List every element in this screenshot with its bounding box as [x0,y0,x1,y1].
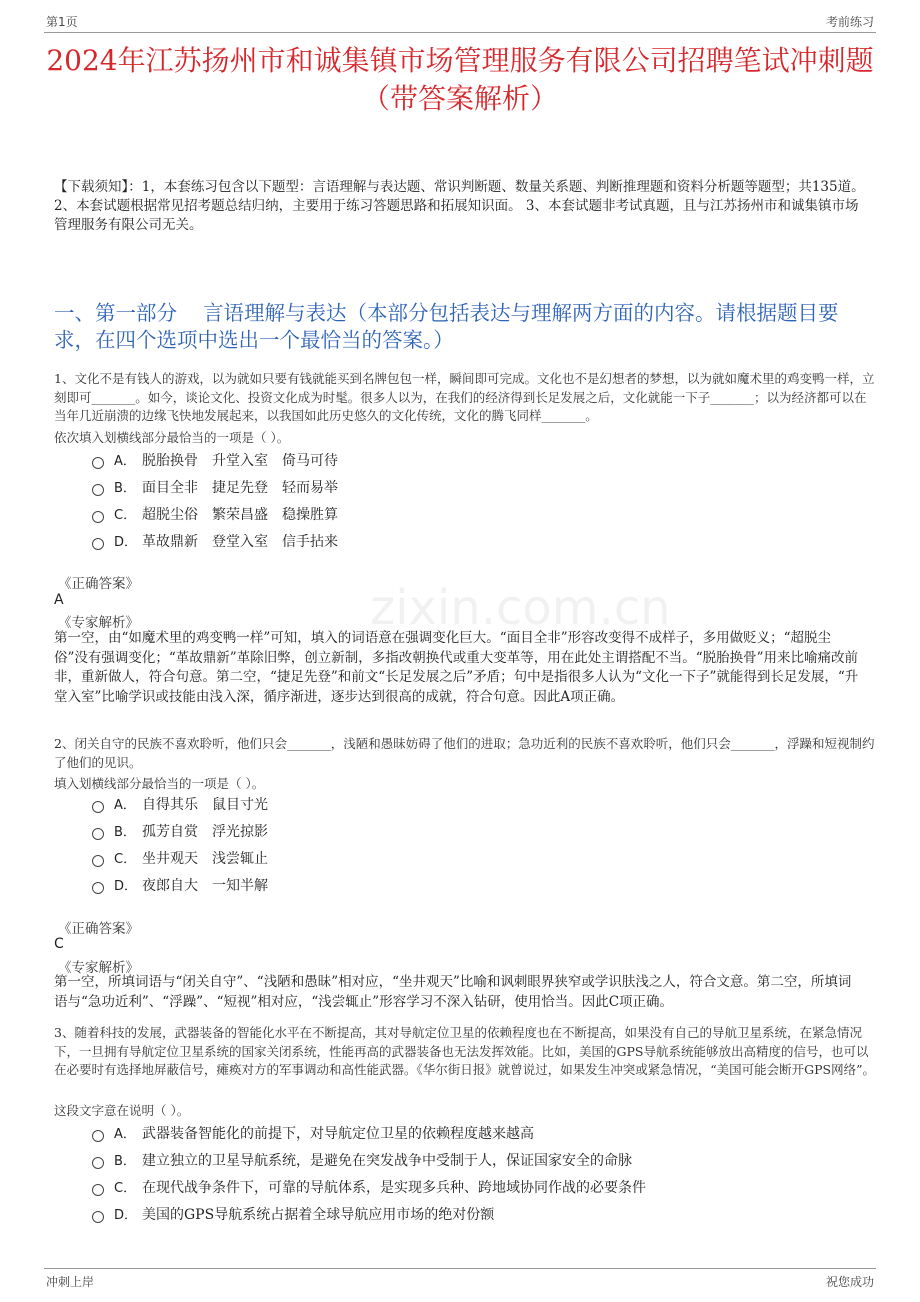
option-d[interactable] [92,1200,646,1227]
page-footer [44,1268,876,1297]
question-2-analysis: 第一空，所填词语与“闭关自守”、“浅陋和愚昧”相对应，“坐井观天”比喻和讽刺眼界狭窄或学识肤浅之人，符合文意。第二空，所填词语与“急功近利”、“浮躁”、“短视”相对应，“浅尝辄止”形容学习不深入钻研，使用恰当。因此C项正确。 [54,974,852,1010]
option-text: 超脱尘俗 繁荣昌盛 稳操胜算 [142,506,338,523]
option-b[interactable] [92,817,268,844]
option-text: 革故鼎新 登堂入室 信手拈来 [142,533,338,550]
option-text: 孤芳自赏 浮光掠影 [142,823,268,840]
radio-icon[interactable] [92,882,104,894]
radio-icon[interactable] [92,457,104,469]
question-2-options [92,790,268,898]
option-letter: A． [114,798,136,813]
question-1-stem: 1、文化不是有钱人的游戏，以为就如只要有钱就能买到名牌包包一样，瞬间即可完成。文化也不是幻想者的梦想，以为就如魔术里的鸡变鸭一样，立刻即可_______。如今，谈论文化、投资文化成为时髦。很多人以为，在我们的经济得到长足发展之后，文化就能一下子_______；以为经济都可以在当年几近崩溃的边缘飞快地发展起来，以我国如此历史悠久的文化传统，文化的腾飞同样_______。 [54,371,875,423]
radio-icon[interactable] [92,855,104,867]
section-heading [54,300,866,354]
option-text: 建立独立的卫星导航系统，是避免在突发战争中受制于人，保证国家安全的命脉 [142,1152,632,1169]
section-text: 言语理解与表达（本部分包括表达与理解两方面的内容。请根据题目要求，在四个选项中选出一个最恰当的答案。） [54,301,839,352]
option-text: 面目全非 捷足先登 轻而易举 [142,479,338,496]
option-text: 自得其乐 鼠目寸光 [142,796,268,813]
question-2-answer: C [54,936,64,952]
radio-icon[interactable] [92,511,104,523]
radio-icon[interactable] [92,1184,104,1196]
option-letter: A． [114,1127,136,1142]
option-d[interactable] [92,527,338,554]
option-letter: D． [114,879,138,894]
option-a[interactable] [92,1119,646,1146]
analysis-label: 《专家解析》 [58,960,139,976]
option-c[interactable] [92,1173,646,1200]
page-header [44,10,876,33]
option-text: 坐井观天 浅尝辄止 [142,850,268,867]
option-letter: B． [114,1154,136,1169]
radio-icon[interactable] [92,828,104,840]
header-tag: 考前练习 [825,15,874,29]
question-3-prompt: 这段文字意在说明（ ）。 [54,1103,190,1118]
watermark: zixin.com.cn [370,580,671,636]
option-text: 在现代战争条件下，可靠的导航体系，是实现多兵种、跨地域协同作战的必要条件 [142,1179,646,1196]
question-3-options [92,1119,646,1227]
option-c[interactable] [92,500,338,527]
option-text: 武器装备智能化的前提下，对导航定位卫星的依赖程度越来越高 [142,1125,534,1142]
option-letter: C． [114,1181,137,1196]
radio-icon[interactable] [92,484,104,496]
radio-icon[interactable] [92,538,104,550]
question-3-stem: 3、随着科技的发展，武器装备的智能化水平在不断提高，其对导航定位卫星的依赖程度也在不断提高，如果没有自己的导航卫星系统，在紧急情况下，一旦拥有导航定位卫星系统的国家关闭系统，性能再高的武器装备也无法发挥效能。比如，美国的GPS导航系统能够放出高精度的信号，也可以在必要时有选择地屏蔽信号，瘫痪对方的军事调动和高性能武器。《华尔街日报》就曾说过，如果发生冲突或紧急情况，“美国可能会断开GPS网络”。 [54,1025,875,1077]
question-2-stem: 2、闭关自守的民族不喜欢聆听，他们只会_______，浅陋和愚昧妨碍了他们的进取；急功近利的民族不喜欢聆听，他们只会_______，浮躁和短视制约了他们的见识。 [54,736,875,770]
page-number: 第1页 [46,15,78,29]
option-letter: B． [114,481,136,496]
option-c[interactable] [92,844,268,871]
footer-right: 祝您成功 [825,1275,874,1289]
radio-icon[interactable] [92,1211,104,1223]
question-1-options [92,446,338,554]
question-1-prompt: 依次填入划横线部分最恰当的一项是（ ）。 [54,430,290,445]
option-letter: D． [114,1208,138,1223]
question-1-analysis: 第一空，由“如魔术里的鸡变鸭一样”可知，填入的词语意在强调变化巨大。“面目全非”形容改变得不成样子，多用做贬义；“超脱尘俗”没有强调变化；“革故鼎新”革除旧弊，创立新制，多指改朝换代或重大变革等，用在此处主谓搭配不当。“脱胎换骨”用来比喻痛改前非，重新做人，符合句意。第二空，“捷足先登”和前文“长足发展之后”矛盾；句中是指很多人认为“文化一下子”就能得到长足发展，“升堂入室”比喻学识或技能由浅入深，循序渐进，逐步达到很高的成就，符合句意。因此A项正确。 [54,630,859,705]
option-b[interactable] [92,473,338,500]
option-letter: B． [114,825,136,840]
option-letter: C． [114,852,137,867]
option-b[interactable] [92,1146,646,1173]
footer-left: 冲刺上岸 [46,1275,95,1289]
option-text: 夜郎自大 一知半解 [142,877,268,894]
option-text: 美国的GPS导航系统占据着全球导航应用市场的绝对份额 [142,1206,495,1223]
question-1-answer: A [54,592,64,608]
option-a[interactable] [92,446,338,473]
download-notice: 【下载须知】：1，本套练习包含以下题型：言语理解与表达题、常识判断题、数量关系题、判断推理题和资料分析题等题型；共135道。 2、本套试题根据常见招考题总结归纳，主要用于练习答题思路和拓展知识面。 3、本套试题非考试真题，且与江苏扬州市和诚集镇市场管理服务有限公司无关。 [54,179,865,233]
analysis-label: 《专家解析》 [58,615,139,631]
option-a[interactable] [92,790,268,817]
question-2-prompt: 填入划横线部分最恰当的一项是（ ）。 [54,776,265,791]
radio-icon[interactable] [92,801,104,813]
answer-label: 《正确答案》 [58,576,139,592]
answer-label: 《正确答案》 [58,921,139,937]
option-letter: A． [114,454,136,469]
radio-icon[interactable] [92,1157,104,1169]
option-letter: D． [114,535,138,550]
document-title: 2024年江苏扬州市和诚集镇市场管理服务有限公司招聘笔试冲刺题（带答案解析） [46,44,874,115]
option-text: 脱胎换骨 升堂入室 倚马可待 [142,452,338,469]
radio-icon[interactable] [92,1130,104,1142]
section-number: 一、第一部分 [54,301,177,325]
option-d[interactable] [92,871,268,898]
option-letter: C． [114,508,137,523]
